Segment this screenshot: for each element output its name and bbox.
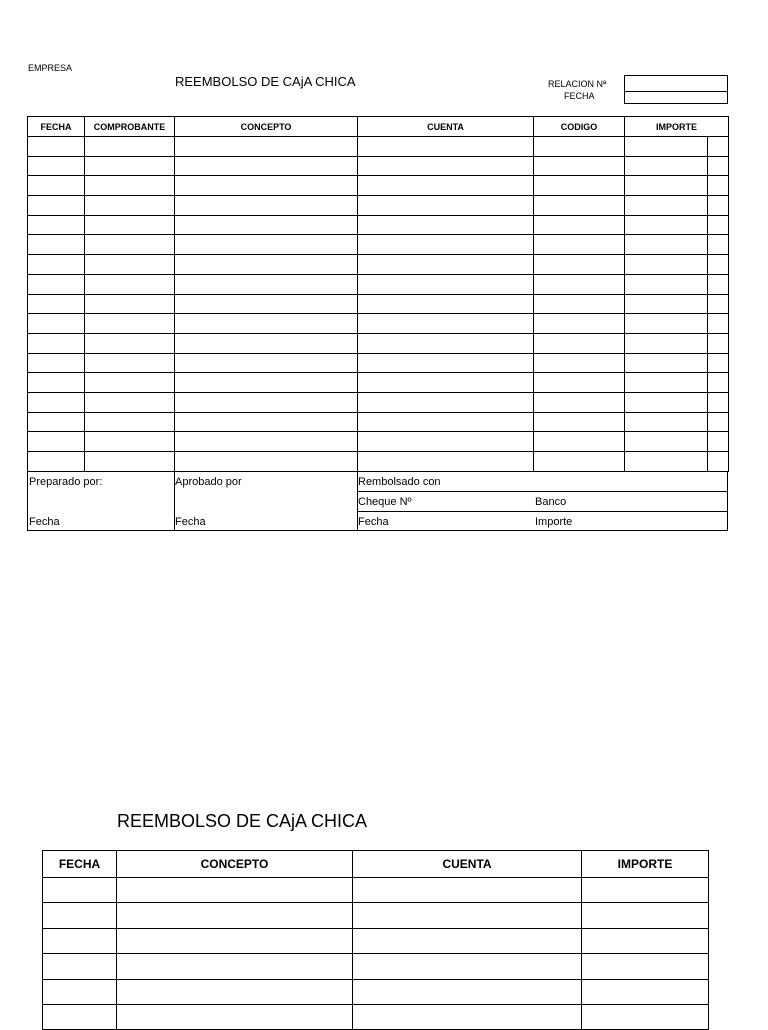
cell-cuenta[interactable] bbox=[358, 392, 534, 412]
cell-fecha[interactable] bbox=[28, 392, 85, 412]
cell-cuenta[interactable] bbox=[353, 979, 582, 1004]
table-row bbox=[28, 176, 729, 196]
cell-codigo[interactable] bbox=[534, 255, 625, 275]
cell-cuenta[interactable] bbox=[358, 235, 534, 255]
cell-fecha[interactable] bbox=[28, 196, 85, 216]
cell-codigo[interactable] bbox=[534, 333, 625, 353]
cell-codigo[interactable] bbox=[534, 412, 625, 432]
cell-concepto[interactable] bbox=[175, 274, 358, 294]
cell-fecha[interactable] bbox=[28, 314, 85, 334]
cell-codigo[interactable] bbox=[534, 294, 625, 314]
table-row bbox=[43, 903, 709, 928]
cell-codigo[interactable] bbox=[534, 452, 625, 472]
cell-fecha[interactable] bbox=[43, 903, 117, 928]
reimbursed-date-label: Fecha bbox=[358, 516, 389, 528]
cell-fecha[interactable] bbox=[28, 412, 85, 432]
table-row bbox=[28, 353, 729, 373]
table-row bbox=[28, 137, 729, 157]
cell-fecha[interactable] bbox=[28, 452, 85, 472]
cell-importe[interactable] bbox=[625, 353, 708, 373]
cell-concepto[interactable] bbox=[175, 353, 358, 373]
cell-cuenta[interactable] bbox=[353, 954, 582, 979]
cell-codigo[interactable] bbox=[534, 353, 625, 373]
relation-number-label: RELACION Nª bbox=[548, 79, 607, 89]
cell-codigo[interactable] bbox=[534, 314, 625, 334]
cell-comprobante[interactable] bbox=[85, 156, 175, 176]
cell-concepto[interactable] bbox=[175, 137, 358, 157]
col-header-cuenta: CUENTA bbox=[353, 851, 582, 878]
cell-importe[interactable] bbox=[625, 373, 708, 393]
col-header-comprobante: COMPROBANTE bbox=[85, 117, 175, 137]
table-row bbox=[28, 235, 729, 255]
approved-by-label: Aprobado por bbox=[175, 476, 242, 488]
table-row bbox=[28, 373, 729, 393]
cell-importe-cents[interactable] bbox=[708, 196, 729, 216]
cell-importe-cents[interactable] bbox=[708, 137, 729, 157]
cell-cuenta[interactable] bbox=[358, 294, 534, 314]
cell-codigo[interactable] bbox=[534, 392, 625, 412]
reimbursed-with-label: Rembolsado con bbox=[358, 476, 441, 488]
cell-cuenta[interactable] bbox=[358, 255, 534, 275]
cell-fecha[interactable] bbox=[28, 432, 85, 452]
cell-cuenta[interactable] bbox=[358, 353, 534, 373]
cell-importe[interactable] bbox=[625, 196, 708, 216]
cell-importe[interactable] bbox=[625, 215, 708, 235]
cell-importe[interactable] bbox=[625, 452, 708, 472]
cell-concepto[interactable] bbox=[175, 432, 358, 452]
cell-importe[interactable] bbox=[582, 1004, 709, 1029]
cell-importe[interactable] bbox=[625, 274, 708, 294]
cell-codigo[interactable] bbox=[534, 235, 625, 255]
cell-comprobante[interactable] bbox=[85, 392, 175, 412]
cell-codigo[interactable] bbox=[534, 137, 625, 157]
cell-concepto[interactable] bbox=[175, 314, 358, 334]
cell-fecha[interactable] bbox=[28, 274, 85, 294]
cell-cuenta[interactable] bbox=[353, 1004, 582, 1029]
form-footer bbox=[27, 472, 728, 531]
cell-importe[interactable] bbox=[582, 903, 709, 928]
cell-concepto[interactable] bbox=[175, 235, 358, 255]
cell-importe[interactable] bbox=[625, 333, 708, 353]
cell-cuenta[interactable] bbox=[358, 452, 534, 472]
table-row bbox=[43, 1004, 709, 1029]
cell-comprobante[interactable] bbox=[85, 294, 175, 314]
cell-fecha[interactable] bbox=[43, 1004, 117, 1029]
cell-cuenta[interactable] bbox=[358, 274, 534, 294]
cell-importe-cents[interactable] bbox=[708, 392, 729, 412]
cell-cuenta[interactable] bbox=[353, 928, 582, 953]
col-header-concepto: CONCEPTO bbox=[175, 117, 358, 137]
cell-comprobante[interactable] bbox=[85, 333, 175, 353]
col-header-codigo: CODIGO bbox=[534, 117, 625, 137]
prepared-by-label: Preparado por: bbox=[29, 476, 103, 488]
cell-concepto[interactable] bbox=[117, 954, 353, 979]
cell-fecha[interactable] bbox=[28, 294, 85, 314]
cell-importe[interactable] bbox=[625, 412, 708, 432]
cell-codigo[interactable] bbox=[534, 432, 625, 452]
cell-concepto[interactable] bbox=[117, 903, 353, 928]
cell-concepto[interactable] bbox=[175, 412, 358, 432]
cell-comprobante[interactable] bbox=[85, 373, 175, 393]
cell-importe[interactable] bbox=[625, 432, 708, 452]
cell-comprobante[interactable] bbox=[85, 314, 175, 334]
cell-cuenta[interactable] bbox=[358, 137, 534, 157]
cell-cuenta[interactable] bbox=[353, 903, 582, 928]
cell-concepto[interactable] bbox=[117, 1004, 353, 1029]
cell-importe[interactable] bbox=[625, 255, 708, 275]
cell-importe-cents[interactable] bbox=[708, 452, 729, 472]
cell-fecha[interactable] bbox=[43, 954, 117, 979]
cell-cuenta[interactable] bbox=[358, 196, 534, 216]
col-header-concepto: CONCEPTO bbox=[117, 851, 353, 878]
cell-codigo[interactable] bbox=[534, 176, 625, 196]
cell-importe-cents[interactable] bbox=[708, 156, 729, 176]
table-row bbox=[28, 333, 729, 353]
cell-cuenta[interactable] bbox=[358, 314, 534, 334]
cell-importe[interactable] bbox=[625, 314, 708, 334]
cell-cuenta[interactable] bbox=[358, 432, 534, 452]
cell-concepto[interactable] bbox=[175, 452, 358, 472]
header-date-field[interactable] bbox=[624, 91, 728, 104]
check-number-label: Cheque Nº bbox=[358, 496, 412, 508]
table-row bbox=[28, 294, 729, 314]
cell-importe-cents[interactable] bbox=[708, 255, 729, 275]
cell-importe-cents[interactable] bbox=[708, 353, 729, 373]
col-header-importe: IMPORTE bbox=[582, 851, 709, 878]
cell-cuenta[interactable] bbox=[358, 373, 534, 393]
amount-label: Importe bbox=[535, 516, 573, 528]
table-row bbox=[28, 196, 729, 216]
cell-importe[interactable] bbox=[625, 235, 708, 255]
cell-importe-cents[interactable] bbox=[708, 412, 729, 432]
cell-comprobante[interactable] bbox=[85, 255, 175, 275]
table-row bbox=[28, 274, 729, 294]
cell-concepto[interactable] bbox=[175, 255, 358, 275]
cell-fecha[interactable] bbox=[28, 353, 85, 373]
cell-comprobante[interactable] bbox=[85, 235, 175, 255]
col-header-importe: IMPORTE bbox=[625, 117, 729, 137]
cell-importe-cents[interactable] bbox=[708, 333, 729, 353]
cell-concepto[interactable] bbox=[175, 156, 358, 176]
table-row bbox=[43, 878, 709, 903]
cell-cuenta[interactable] bbox=[358, 412, 534, 432]
cell-concepto[interactable] bbox=[175, 333, 358, 353]
cell-comprobante[interactable] bbox=[85, 176, 175, 196]
cell-fecha[interactable] bbox=[28, 156, 85, 176]
cell-comprobante[interactable] bbox=[85, 353, 175, 373]
cell-importe[interactable] bbox=[582, 954, 709, 979]
table-row bbox=[28, 392, 729, 412]
cell-fecha[interactable] bbox=[43, 979, 117, 1004]
form-title-small: REEMBOLSO DE CAjA CHICA bbox=[117, 811, 368, 831]
cell-importe-cents[interactable] bbox=[708, 432, 729, 452]
cell-importe-cents[interactable] bbox=[708, 176, 729, 196]
table-row bbox=[28, 452, 729, 472]
cell-comprobante[interactable] bbox=[85, 196, 175, 216]
table-row bbox=[43, 979, 709, 1004]
cell-fecha[interactable] bbox=[28, 235, 85, 255]
cell-codigo[interactable] bbox=[534, 215, 625, 235]
expense-table bbox=[27, 116, 729, 472]
cell-importe-cents[interactable] bbox=[708, 314, 729, 334]
cell-importe[interactable] bbox=[625, 392, 708, 412]
cell-importe-cents[interactable] bbox=[708, 294, 729, 314]
cell-importe[interactable] bbox=[625, 176, 708, 196]
cell-fecha[interactable] bbox=[28, 215, 85, 235]
cell-comprobante[interactable] bbox=[85, 274, 175, 294]
table-row bbox=[28, 255, 729, 275]
table-header-row bbox=[43, 851, 709, 878]
relation-number-field[interactable] bbox=[624, 75, 728, 92]
expense-table-body bbox=[28, 137, 729, 472]
table-row bbox=[28, 412, 729, 432]
expense-table-small bbox=[42, 850, 709, 1030]
table-row bbox=[28, 215, 729, 235]
cell-fecha[interactable] bbox=[28, 176, 85, 196]
cell-importe[interactable] bbox=[582, 979, 709, 1004]
table-row bbox=[28, 314, 729, 334]
cell-fecha[interactable] bbox=[28, 373, 85, 393]
cell-concepto[interactable] bbox=[175, 373, 358, 393]
cell-concepto[interactable] bbox=[175, 215, 358, 235]
cell-comprobante[interactable] bbox=[85, 215, 175, 235]
cell-comprobante[interactable] bbox=[85, 412, 175, 432]
cell-concepto[interactable] bbox=[117, 928, 353, 953]
cell-fecha[interactable] bbox=[43, 878, 117, 903]
cell-codigo[interactable] bbox=[534, 156, 625, 176]
cell-comprobante[interactable] bbox=[85, 137, 175, 157]
table-row bbox=[43, 928, 709, 953]
cell-cuenta[interactable] bbox=[358, 333, 534, 353]
expense-table-small-body bbox=[43, 878, 709, 1030]
cell-cuenta[interactable] bbox=[353, 878, 582, 903]
cell-importe-cents[interactable] bbox=[708, 215, 729, 235]
table-row bbox=[28, 432, 729, 452]
table-row bbox=[28, 156, 729, 176]
cell-concepto[interactable] bbox=[117, 979, 353, 1004]
cell-comprobante[interactable] bbox=[85, 432, 175, 452]
cell-fecha[interactable] bbox=[28, 333, 85, 353]
company-label: EMPRESA bbox=[28, 63, 73, 73]
cell-fecha[interactable] bbox=[28, 137, 85, 157]
table-row bbox=[43, 954, 709, 979]
prepared-date-label: Fecha bbox=[29, 516, 60, 528]
footer-divider bbox=[357, 491, 728, 492]
footer-divider bbox=[357, 511, 728, 512]
cell-importe[interactable] bbox=[582, 878, 709, 903]
cell-fecha[interactable] bbox=[43, 928, 117, 953]
cell-concepto[interactable] bbox=[175, 176, 358, 196]
bank-label: Banco bbox=[535, 496, 567, 508]
cell-concepto[interactable] bbox=[117, 878, 353, 903]
col-header-cuenta: CUENTA bbox=[358, 117, 534, 137]
cell-concepto[interactable] bbox=[175, 196, 358, 216]
cell-cuenta[interactable] bbox=[358, 156, 534, 176]
cell-concepto[interactable] bbox=[175, 294, 358, 314]
table-header-row bbox=[28, 117, 729, 137]
cell-concepto[interactable] bbox=[175, 392, 358, 412]
cell-importe-cents[interactable] bbox=[708, 235, 729, 255]
cell-codigo[interactable] bbox=[534, 274, 625, 294]
form-title: REEMBOLSO DE CAjA CHICA bbox=[175, 74, 356, 89]
cell-importe[interactable] bbox=[625, 156, 708, 176]
cell-codigo[interactable] bbox=[534, 373, 625, 393]
cell-importe[interactable] bbox=[625, 137, 708, 157]
cell-importe[interactable] bbox=[625, 294, 708, 314]
cell-importe-cents[interactable] bbox=[708, 274, 729, 294]
cell-codigo[interactable] bbox=[534, 196, 625, 216]
cell-cuenta[interactable] bbox=[358, 215, 534, 235]
cell-importe-cents[interactable] bbox=[708, 373, 729, 393]
cell-fecha[interactable] bbox=[28, 255, 85, 275]
cell-cuenta[interactable] bbox=[358, 176, 534, 196]
col-header-fecha: FECHA bbox=[28, 117, 85, 137]
col-header-fecha: FECHA bbox=[43, 851, 117, 878]
approved-date-label: Fecha bbox=[175, 516, 206, 528]
header-date-label: FECHA bbox=[564, 91, 595, 101]
cell-importe[interactable] bbox=[582, 928, 709, 953]
cell-comprobante[interactable] bbox=[85, 452, 175, 472]
